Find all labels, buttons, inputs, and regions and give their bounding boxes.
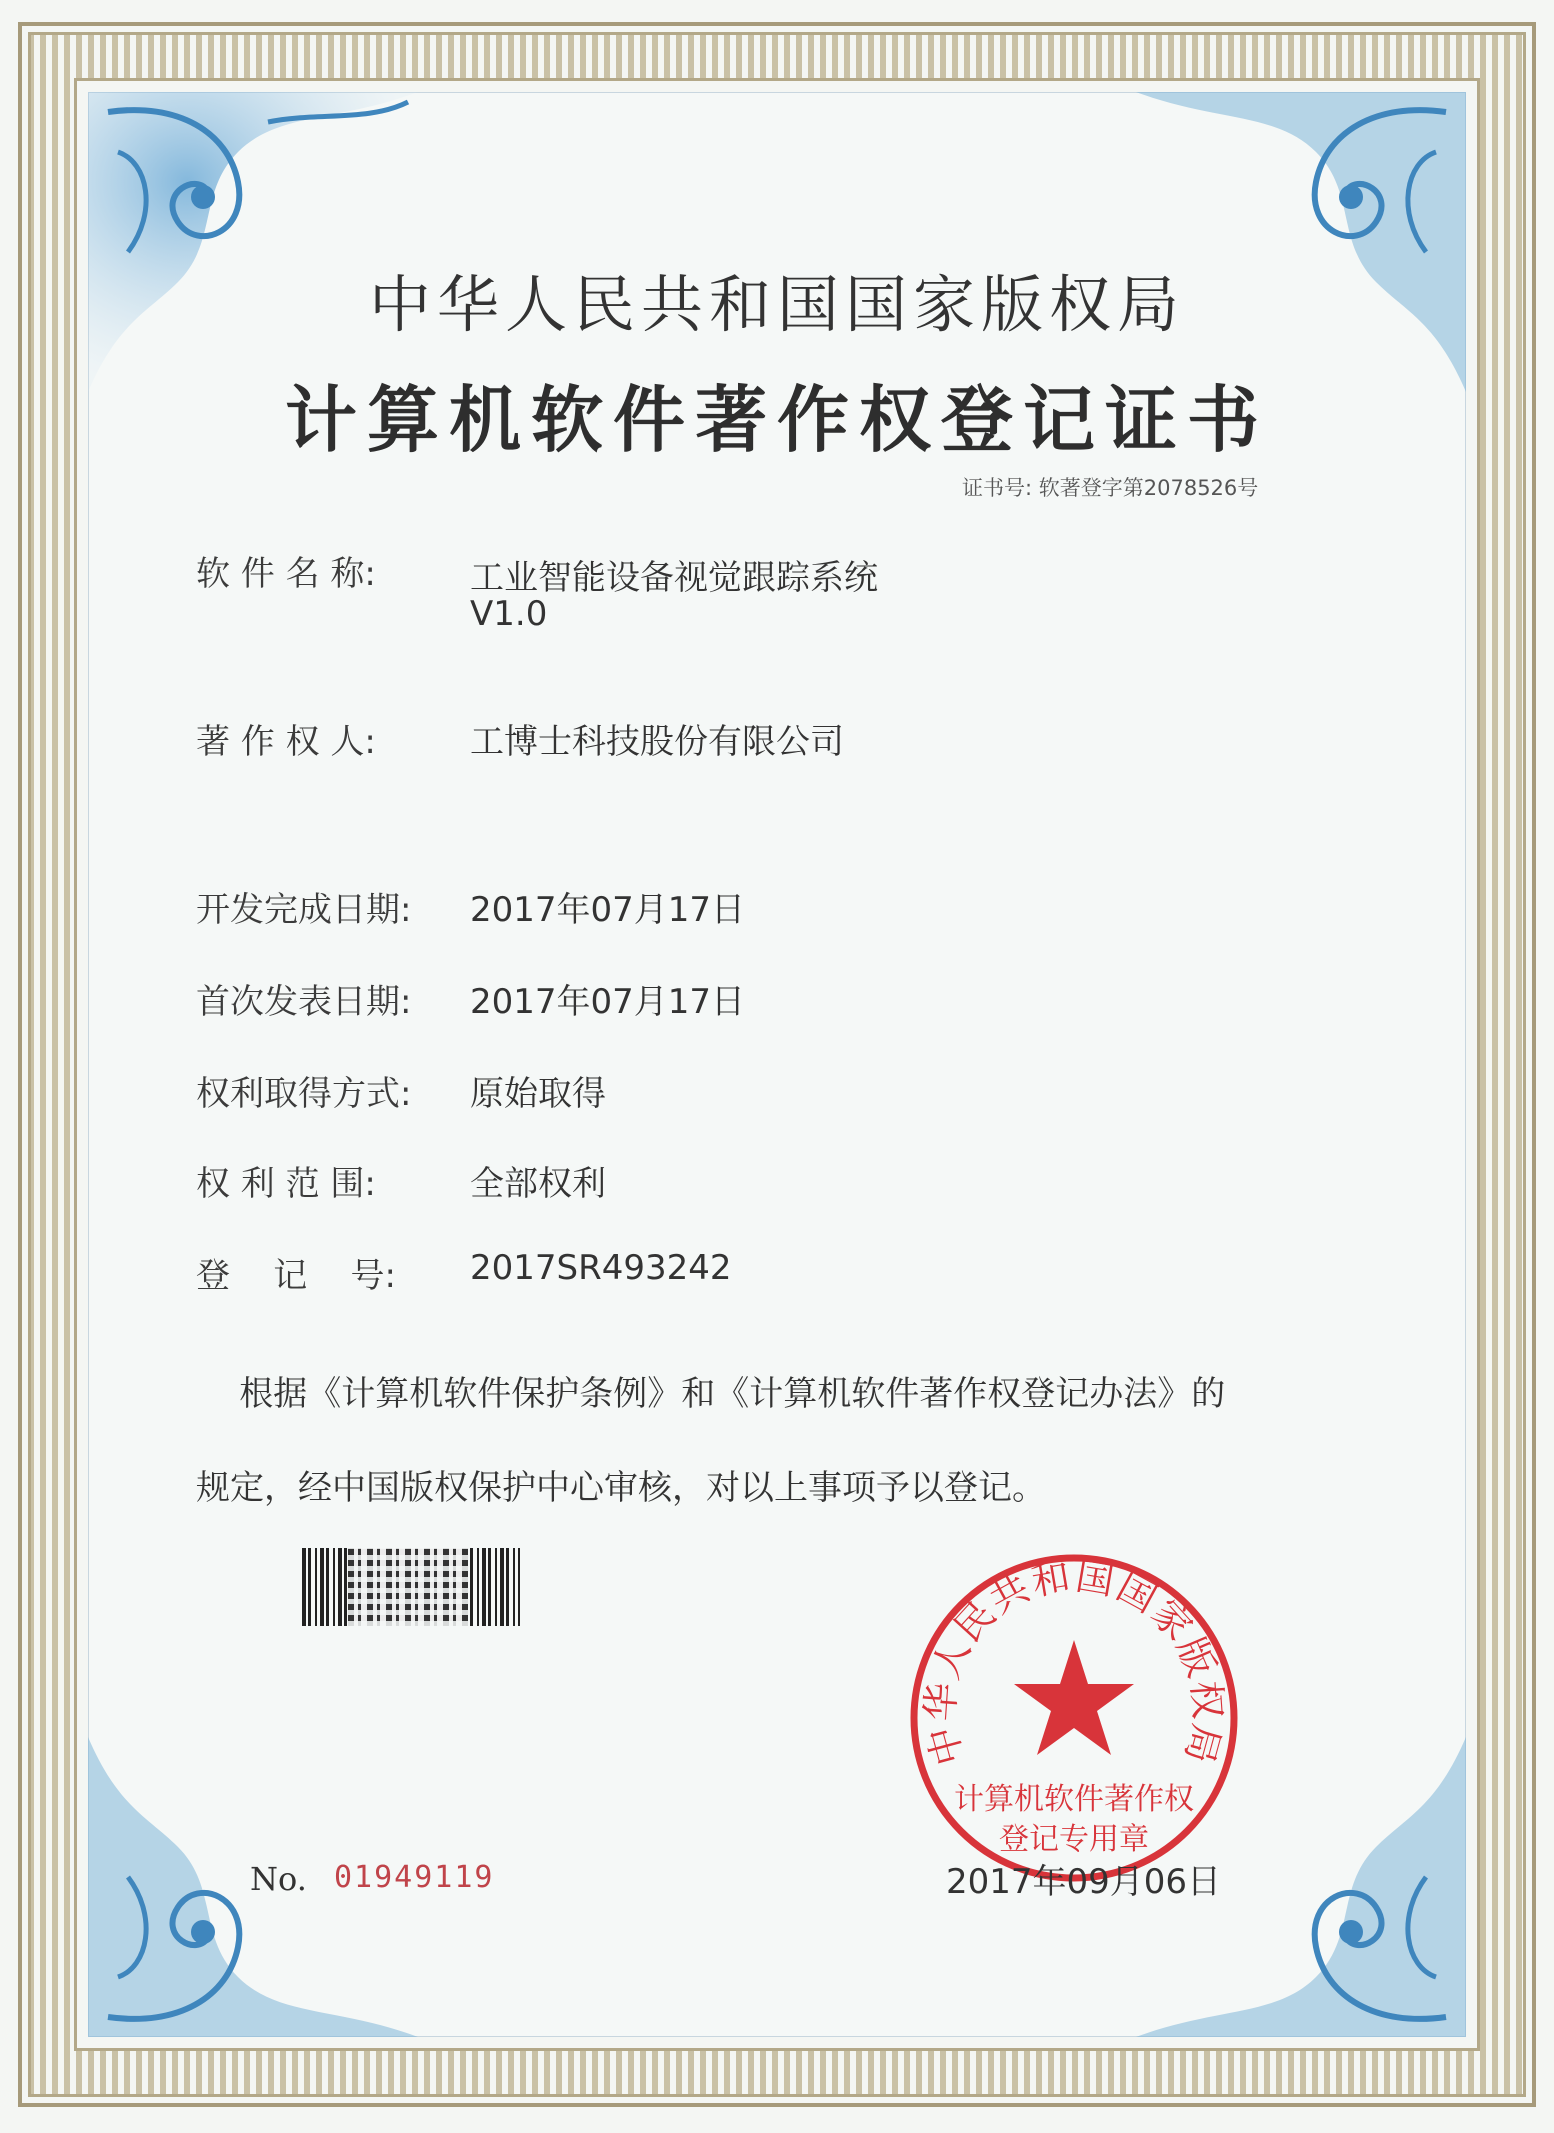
official-seal — [904, 1548, 1244, 1888]
statement-line-2: 规定，经中国版权保护中心审核，对以上事项予以登记。 — [196, 1468, 1046, 1508]
seal-line-1: 计算机软件著作权 — [954, 1782, 1194, 1817]
value-registration-number: 2017SR493242 — [470, 1248, 732, 1288]
certificate-number: 证书号: 软著登字第2078526号 — [962, 476, 1259, 500]
seal-arc-text: 中华人民共和国国家版权局 — [917, 1553, 1231, 1770]
seal-line-2: 登记专用章 — [999, 1822, 1149, 1857]
label-software-name: 软 件 名 称: — [196, 554, 376, 594]
value-acquisition-method: 原始取得 — [470, 1074, 606, 1114]
label-acquisition-method: 权利取得方式: — [196, 1074, 412, 1114]
label-development-date: 开发完成日期: — [196, 890, 412, 930]
value-development-date: 2017年07月17日 — [470, 890, 746, 930]
label-publication-date: 首次发表日期: — [196, 982, 412, 1022]
issue-date: 2017年09月06日 — [946, 1862, 1222, 1902]
statement-line-1: 根据《计算机软件保护条例》和《计算机软件著作权登记办法》的 — [196, 1374, 1226, 1414]
corner-ornament-top-left — [88, 92, 418, 392]
serial-number: 01949119 — [334, 1860, 495, 1895]
label-copyright-owner: 著 作 权 人: — [196, 722, 376, 762]
corner-ornament-top-right — [1136, 92, 1466, 392]
certificate-title: 计算机软件著作权登记证书 — [284, 378, 1269, 462]
qr-code — [348, 1548, 468, 1626]
value-copyright-owner: 工博士科技股份有限公司 — [470, 722, 844, 762]
label-registration-number: 登 记 号: — [196, 1256, 396, 1296]
label-rights-scope: 权 利 范 围: — [196, 1164, 376, 1204]
value-software-version: V1.0 — [470, 594, 548, 634]
serial-label: No. — [250, 1860, 307, 1898]
value-publication-date: 2017年07月17日 — [470, 982, 746, 1022]
value-rights-scope: 全部权利 — [470, 1164, 606, 1204]
value-software-name: 工业智能设备视觉跟踪系统 — [470, 558, 878, 598]
issuing-authority: 中华人民共和国国家版权局 — [368, 268, 1185, 341]
barcode — [302, 1548, 520, 1626]
